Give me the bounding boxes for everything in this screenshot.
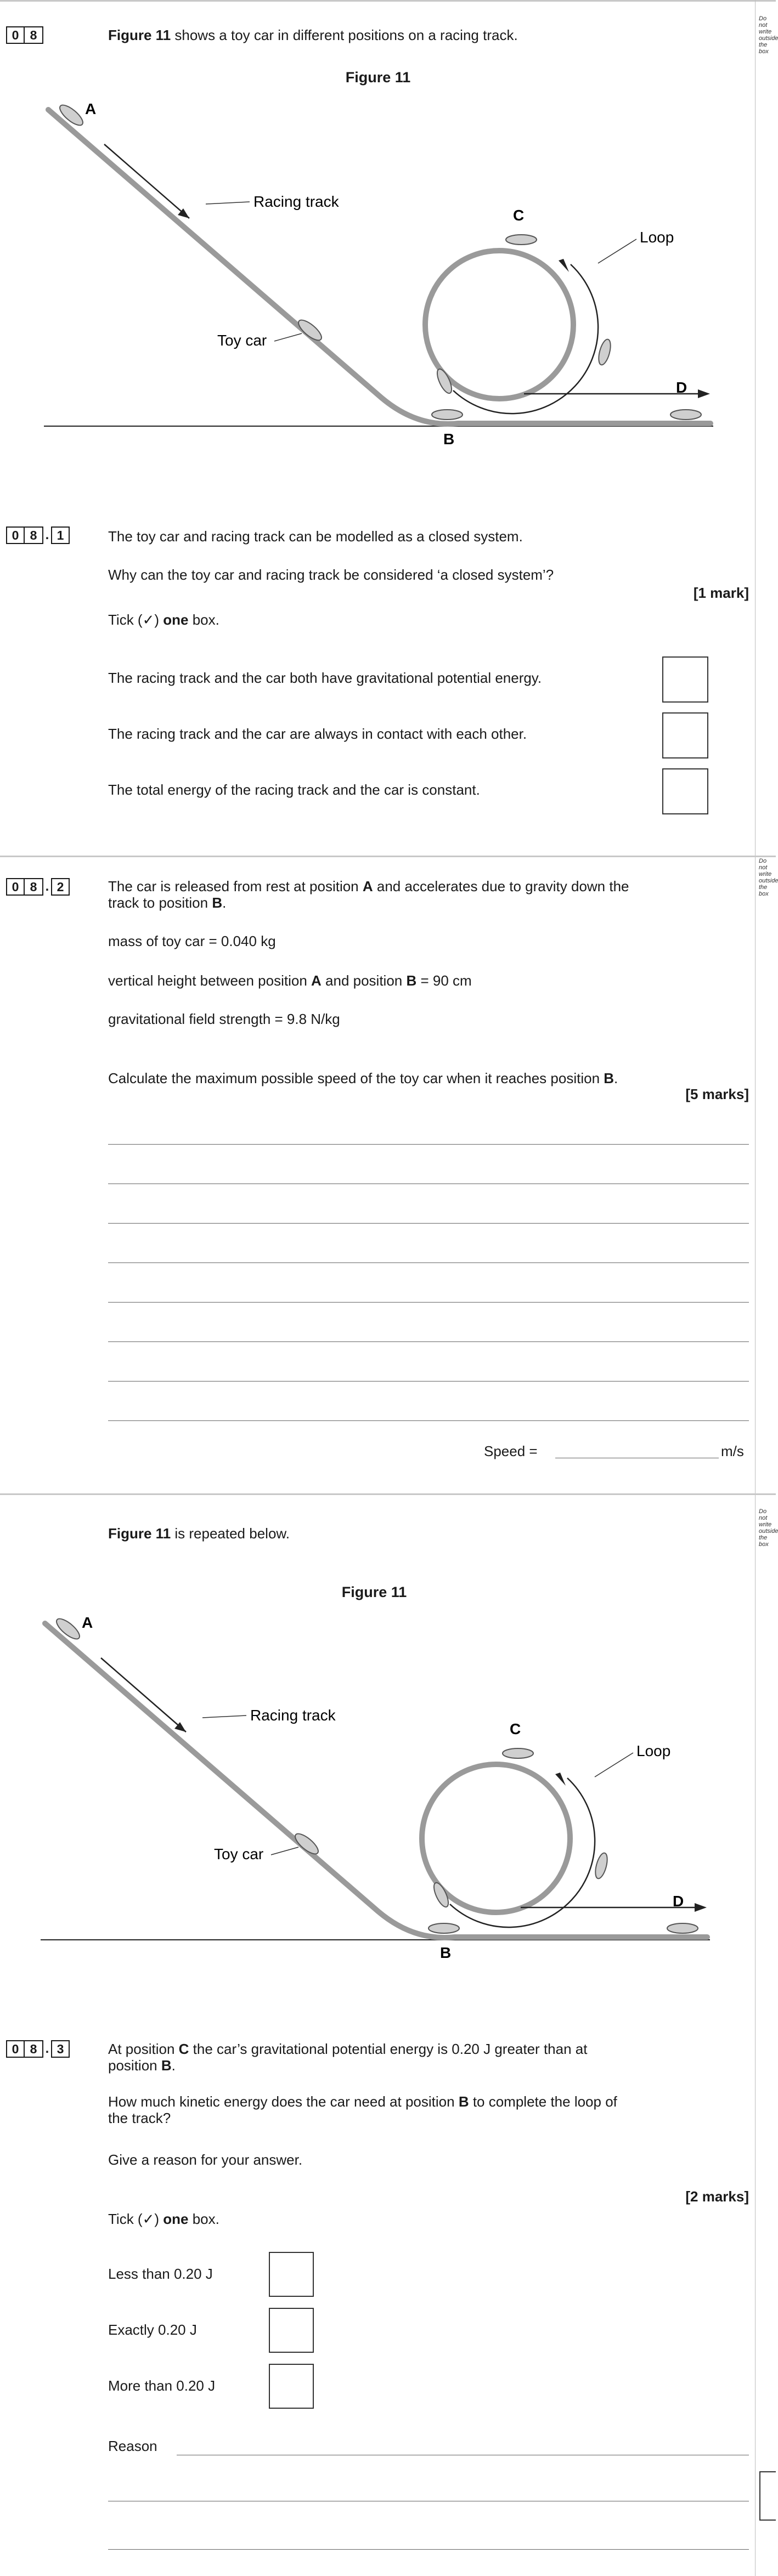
figure-11-diagram — [0, 93, 755, 466]
q081-question: Why can the toy car and racing track be considered ‘a closed system’? — [108, 567, 554, 583]
toy-car-icon — [596, 338, 613, 366]
q083-question-line-2: the track? — [108, 2110, 171, 2126]
toy-car-icon — [54, 1616, 83, 1643]
margin-note: Do not write outside the box — [759, 858, 778, 897]
label-racing-track: Racing track — [250, 1707, 336, 1724]
label-d: D — [673, 1893, 684, 1910]
label-toy-car: Toy car — [214, 1845, 264, 1862]
figure-11-diagram-repeat — [0, 1607, 755, 1980]
question-number-08-2: 0 8 . 2 — [6, 878, 70, 896]
margin-rule — [755, 857, 756, 1493]
q081-tick-instruction: Tick (✓) one box. — [108, 612, 219, 628]
q083-tickbox-3[interactable] — [269, 2364, 314, 2409]
q083-reason-prompt: Give a reason for your answer. — [108, 2152, 303, 2168]
toy-car-icons — [57, 102, 701, 420]
margin-rule — [755, 1495, 756, 2576]
answer-line[interactable] — [108, 1302, 749, 1303]
page-separator — [0, 1493, 776, 1495]
q081-marks: [1 mark] — [693, 585, 749, 601]
question-number-08-1: 0 8 . 1 — [6, 526, 70, 544]
speed-label: Speed = — [484, 1443, 538, 1459]
q083-line-2: position B. — [108, 2057, 176, 2074]
racing-track — [45, 1623, 707, 1938]
toy-car-icon — [670, 410, 701, 420]
q083-tickbox-2[interactable] — [269, 2308, 314, 2353]
answer-line[interactable] — [108, 1262, 749, 1263]
question-number-08: 0 8 — [6, 26, 43, 44]
direction-arrow-slope — [104, 144, 189, 218]
margin-note: Do not write outside the box — [759, 1508, 778, 1548]
q081-tickbox-2[interactable] — [662, 712, 708, 758]
label-d: D — [676, 379, 687, 396]
q083-question-line-1: How much kinetic energy does the car need at position B to complete the loop of — [108, 2093, 617, 2110]
q083-marks: [2 marks] — [685, 2188, 749, 2205]
toy-car-icon — [506, 235, 537, 245]
figure-repeat-text: Figure 11 is repeated below. — [108, 1525, 290, 1542]
reason-answer-line[interactable] — [108, 2549, 749, 2550]
q083-tick-instruction: Tick (✓) one box. — [108, 2211, 219, 2227]
toy-car-icon — [593, 1852, 610, 1879]
answer-line[interactable] — [108, 1223, 749, 1224]
figure-title: Figure 11 — [345, 69, 411, 86]
label-c: C — [513, 207, 525, 224]
q082-calc: Calculate the maximum possible speed of the toy car when it reaches position B. — [108, 1070, 618, 1086]
q083-tickbox-1[interactable] — [269, 2252, 314, 2297]
page-top-border — [0, 0, 776, 2]
q082-line-2: track to position B. — [108, 894, 227, 911]
q081-tickbox-1[interactable] — [662, 656, 708, 703]
intro-text: Figure 11 shows a toy car in different positions on a racing track. — [108, 27, 518, 43]
speed-unit: m/s — [721, 1443, 744, 1459]
q082-mass: mass of toy car = 0.040 kg — [108, 933, 276, 949]
label-loop: Loop — [636, 1742, 671, 1759]
q081-option-3: The total energy of the racing track and the car is constant. — [108, 782, 480, 798]
label-racing-track: Racing track — [253, 193, 339, 210]
answer-line[interactable] — [108, 1144, 749, 1145]
q083-option-2: Exactly 0.20 J — [108, 2322, 197, 2338]
toy-car-icon — [429, 1923, 459, 1933]
toy-car-icons — [54, 1616, 698, 1933]
q083-option-1: Less than 0.20 J — [108, 2266, 213, 2282]
label-c: C — [510, 1720, 521, 1737]
figure-title-repeat: Figure 11 — [341, 1584, 407, 1600]
label-a: A — [85, 100, 97, 117]
label-a: A — [82, 1614, 93, 1631]
label-b: B — [440, 1944, 452, 1961]
direction-arrow-exit-head — [698, 389, 710, 398]
margin-rule — [755, 0, 756, 872]
q081-tickbox-3[interactable] — [662, 768, 708, 814]
answer-line[interactable] — [108, 1420, 749, 1421]
reason-label: Reason — [108, 2438, 157, 2454]
question-number-08-3: 0 8 . 3 — [6, 2040, 70, 2058]
direction-arrow-loop-head — [559, 259, 569, 272]
mark-box — [759, 2471, 776, 2521]
racing-track — [48, 110, 711, 424]
toy-car-icon — [57, 102, 86, 129]
label-toy-car: Toy car — [217, 332, 267, 349]
label-loop: Loop — [640, 229, 674, 246]
toy-car-icon — [432, 410, 463, 420]
q081-option-2: The racing track and the car are always in contact with each other. — [108, 726, 527, 742]
q081-statement: The toy car and racing track can be modelled as a closed system. — [108, 528, 523, 545]
q082-height: vertical height between position A and position B = 90 cm — [108, 972, 472, 989]
page-separator — [0, 856, 776, 857]
margin-note: Do not write outside the box — [759, 15, 778, 55]
q082-marks: [5 marks] — [685, 1086, 749, 1102]
q083-line-1: At position C the car’s gravitational potential energy is 0.20 J greater than at — [108, 2041, 588, 2057]
toy-car-icon — [503, 1748, 533, 1758]
toy-car-icon — [667, 1923, 698, 1933]
q082-gfs: gravitational field strength = 9.8 N/kg — [108, 1011, 340, 1027]
q083-option-3: More than 0.20 J — [108, 2377, 216, 2394]
answer-line[interactable] — [108, 1381, 749, 1382]
answer-line[interactable] — [108, 1341, 749, 1342]
q081-option-1: The racing track and the car both have gravitational potential energy. — [108, 670, 542, 686]
q082-line-1: The car is released from rest at position A and accelerates due to gravity down the — [108, 878, 629, 894]
label-b: B — [443, 431, 455, 448]
